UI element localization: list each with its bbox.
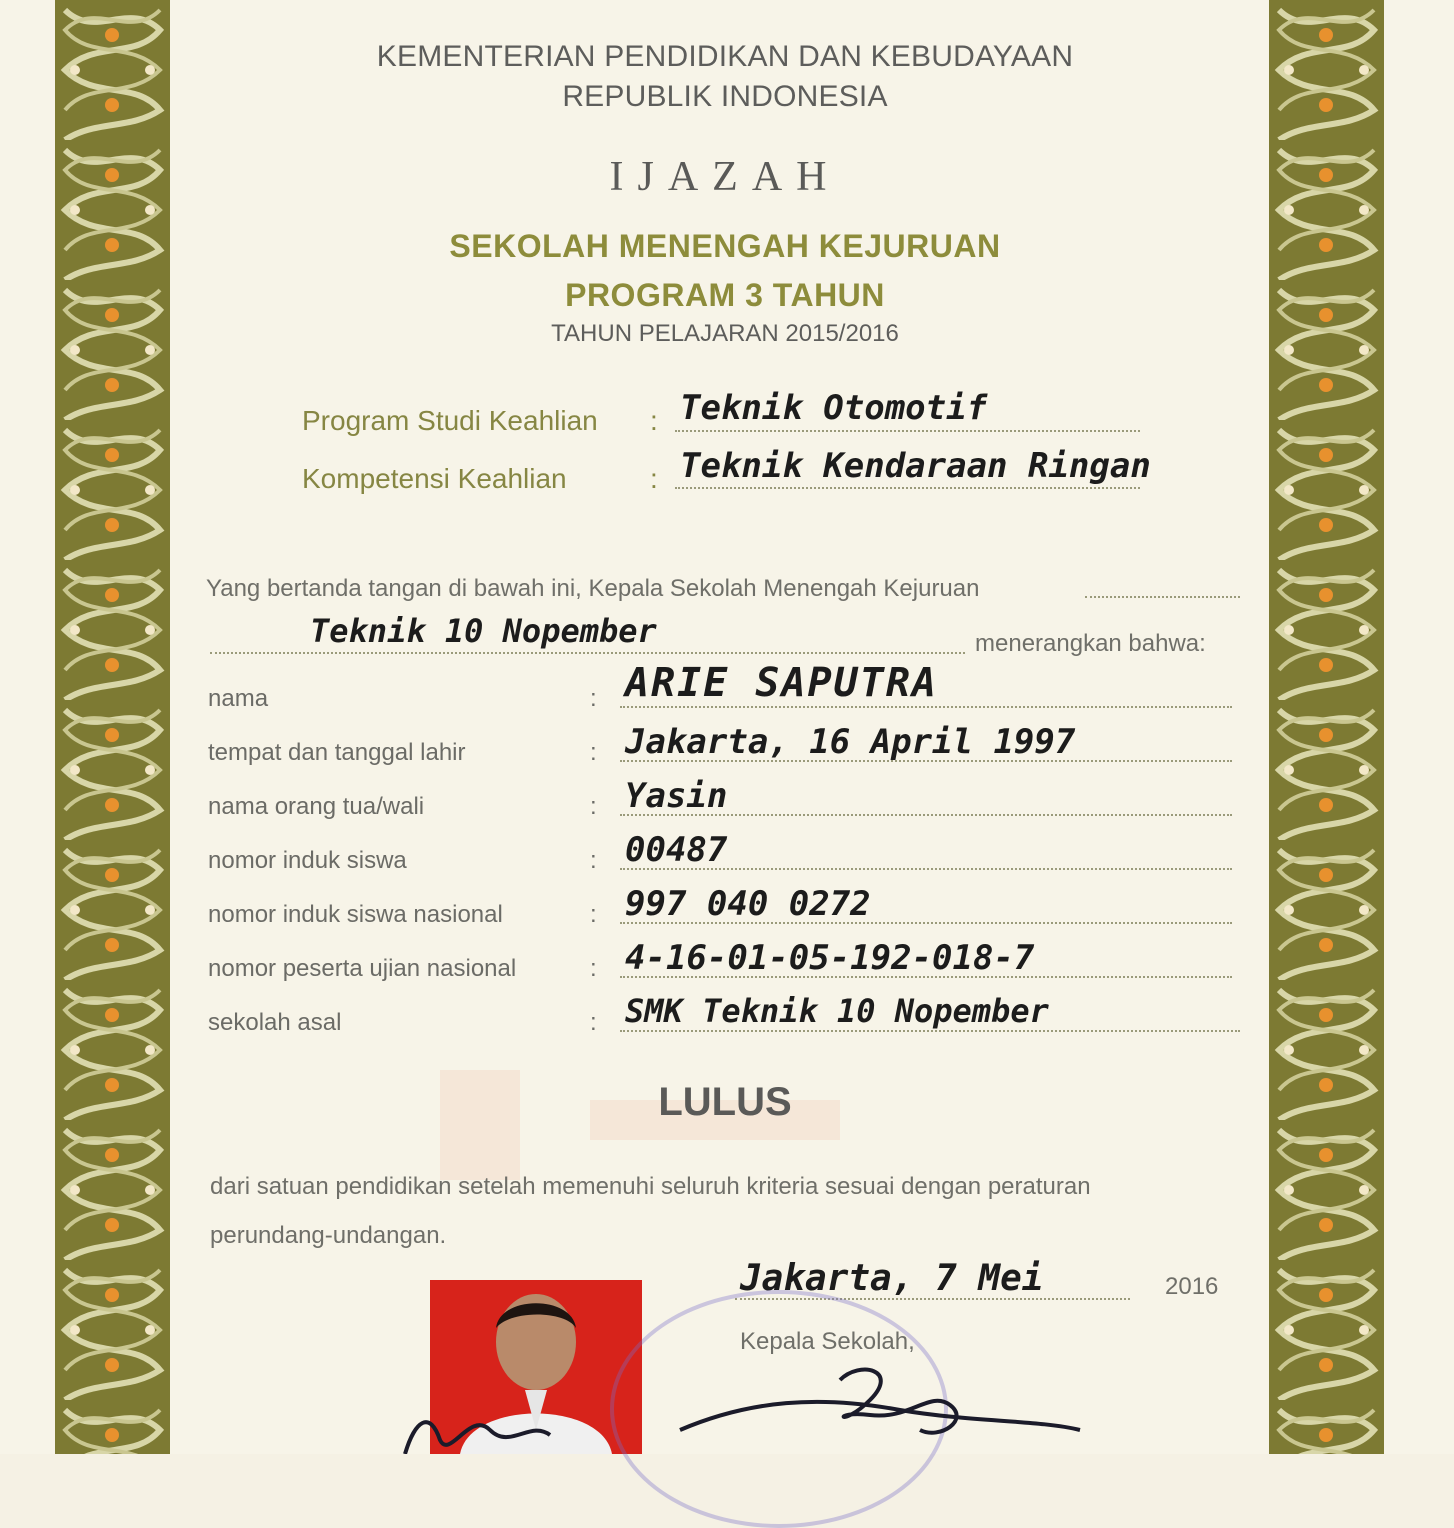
border-pattern-left-icon — [55, 0, 170, 1454]
student-signature-icon — [400, 1400, 600, 1454]
graduation-status: LULUS — [658, 1080, 792, 1124]
signing-year: 2016 — [1165, 1273, 1219, 1300]
field-colon: : — [590, 955, 597, 982]
ministry-line-2: REPUBLIK INDONESIA — [562, 80, 888, 113]
field-colon: : — [590, 847, 597, 874]
field-label-name: nama — [208, 685, 269, 712]
field-label-birth: tempat dan tanggal lahir — [208, 739, 466, 766]
study-program-underline — [675, 430, 1140, 432]
signing-place-date: Jakarta, 7 Mei — [740, 1258, 1044, 1299]
field-colon: : — [590, 793, 597, 820]
intro-text: Yang bertanda tangan di bawah ini, Kepala Sekolah Menengah Kejuruan — [206, 575, 980, 602]
declares-text: menerangkan bahwa: — [975, 630, 1206, 657]
ministry-line-1: KEMENTERIAN PENDIDIKAN DAN KEBUDAYAAN — [376, 40, 1074, 73]
certificate-title: IJAZAH — [609, 154, 841, 200]
study-program-label: Program Studi Keahlian — [302, 405, 598, 436]
intro-underline — [1085, 596, 1240, 598]
field-value-birth: Jakarta, 16 April 1997 — [625, 722, 1076, 762]
competency-value: Teknik Kendaraan Ringan — [680, 446, 1151, 486]
field-value-name: ARIE SAPUTRA — [625, 660, 938, 706]
field-label-parent: nama orang tua/wali — [208, 793, 425, 820]
field-value-exam-number: 4-16-01-05-192-018-7 — [625, 938, 1035, 978]
principal-signature-icon — [670, 1360, 1090, 1454]
ornamental-border-left — [55, 0, 170, 1454]
certificate-content — [170, 0, 1280, 1454]
field-underline — [620, 760, 1232, 762]
field-colon: : — [590, 1009, 597, 1036]
field-label-student-number: nomor induk siswa — [208, 847, 407, 874]
field-value-student-number: 00487 — [625, 830, 728, 870]
school-type-heading: SEKOLAH MENENGAH KEJURUAN — [449, 228, 1001, 264]
statement-line-1: dari satuan pendidikan setelah memenuhi seluruh kriteria sesuai dengan peraturan — [210, 1173, 1091, 1200]
field-underline — [620, 814, 1232, 816]
field-underline — [620, 922, 1232, 924]
field-value-parent: Yasin — [625, 776, 728, 816]
field-colon: : — [590, 739, 597, 766]
study-program-value: Teknik Otomotif — [680, 388, 988, 428]
field-colon: : — [590, 901, 597, 928]
field-underline — [620, 1030, 1240, 1032]
academic-year: TAHUN PELAJARAN 2015/2016 — [551, 320, 899, 347]
signer-role: Kepala Sekolah, — [740, 1328, 915, 1355]
border-pattern-right-icon — [1269, 0, 1384, 1454]
field-label-exam-number: nomor peserta ujian nasional — [208, 955, 517, 982]
study-program-colon: : — [650, 405, 658, 436]
field-colon: : — [590, 685, 597, 712]
field-value-national-number: 997 040 0272 — [625, 884, 871, 924]
field-underline — [620, 976, 1232, 978]
competency-colon: : — [650, 463, 658, 494]
competency-underline — [675, 487, 1140, 489]
competency-label: Kompetensi Keahlian — [302, 463, 567, 494]
program-heading: PROGRAM 3 TAHUN — [565, 277, 885, 313]
intro-school-value: Teknik 10 Nopember — [310, 612, 657, 650]
field-value-origin-school: SMK Teknik 10 Nopember — [625, 992, 1049, 1030]
field-underline — [620, 868, 1232, 870]
field-label-origin-school: sekolah asal — [208, 1009, 342, 1036]
ornamental-border-right — [1269, 0, 1384, 1454]
statement-line-2: perundang-undangan. — [210, 1222, 447, 1249]
field-label-national-number: nomor induk siswa nasional — [208, 901, 503, 928]
field-underline — [620, 706, 1232, 708]
intro-school-underline — [210, 652, 965, 654]
